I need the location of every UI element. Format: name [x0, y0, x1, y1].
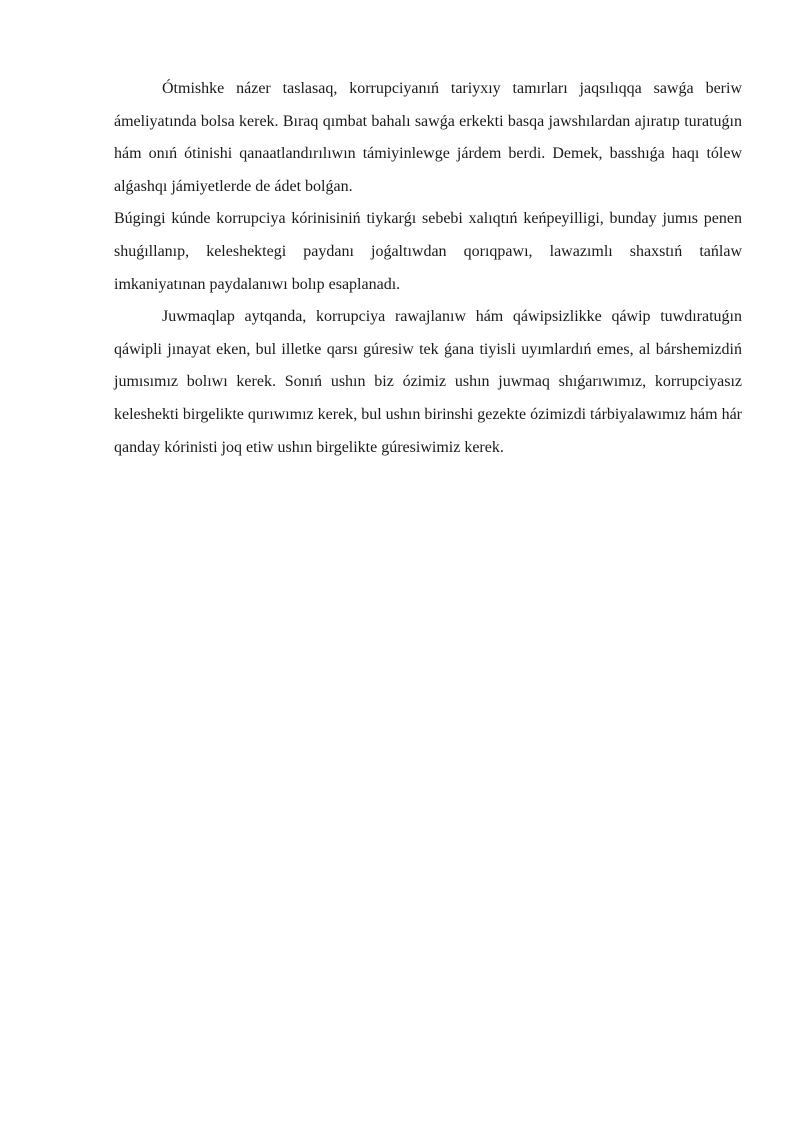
paragraph-causes: Búgingi kúnde korrupciya kórinisiniń tiykarǵı sebebi xalıqtıń keńpeyilligi, bunday jumıs penen shuǵıllanıp, keleshektegi paydanı joǵaltıwdan qorıqpawı, lawazımlı shaxstıń tańlaw imkaniyatınan paydalanıwı bolıp esaplanadı. [114, 210, 742, 293]
paragraph-history: Ótmishke názer taslasaq, korrupciyanıń tariyxıy tamırları jaqsılıqqa sawǵa beriw ámeliyatında bolsa kerek. Bıraq qımbat bahalı sawǵa erkekti basqa jawshılardan ajıratıp turatuǵın hám onıń ótinishi qanaatlandırılıwın támiyinlewge járdem berdi. Demek, basshıǵa haqı tólew alǵashqı jámiyetlerde de ádet bolǵan. [114, 80, 742, 195]
paragraph-conclusion: Juwmaqlap aytqanda, korrupciya rawajlanıw hám qáwipsizlikke qáwip tuwdıratuǵın qáwipli jınayat eken, bul illetke qarsı gúresiw tek ǵana tiyisli uyımlardıń emes, al bárshemizdiń jumısımız bolıwı kerek. Sonıń ushın biz ózimiz ushın juwmaq shıǵarıwımız, korrupciyasız keleshekti birgelikte qurıwımız kerek, bul ushın birinshi gezekte ózimizdi tárbiyalawımız hám hár qanday kórinisti joq etiw ushın birgelikte gúresiwimiz kerek. [114, 308, 742, 456]
body-text [114, 73, 742, 464]
